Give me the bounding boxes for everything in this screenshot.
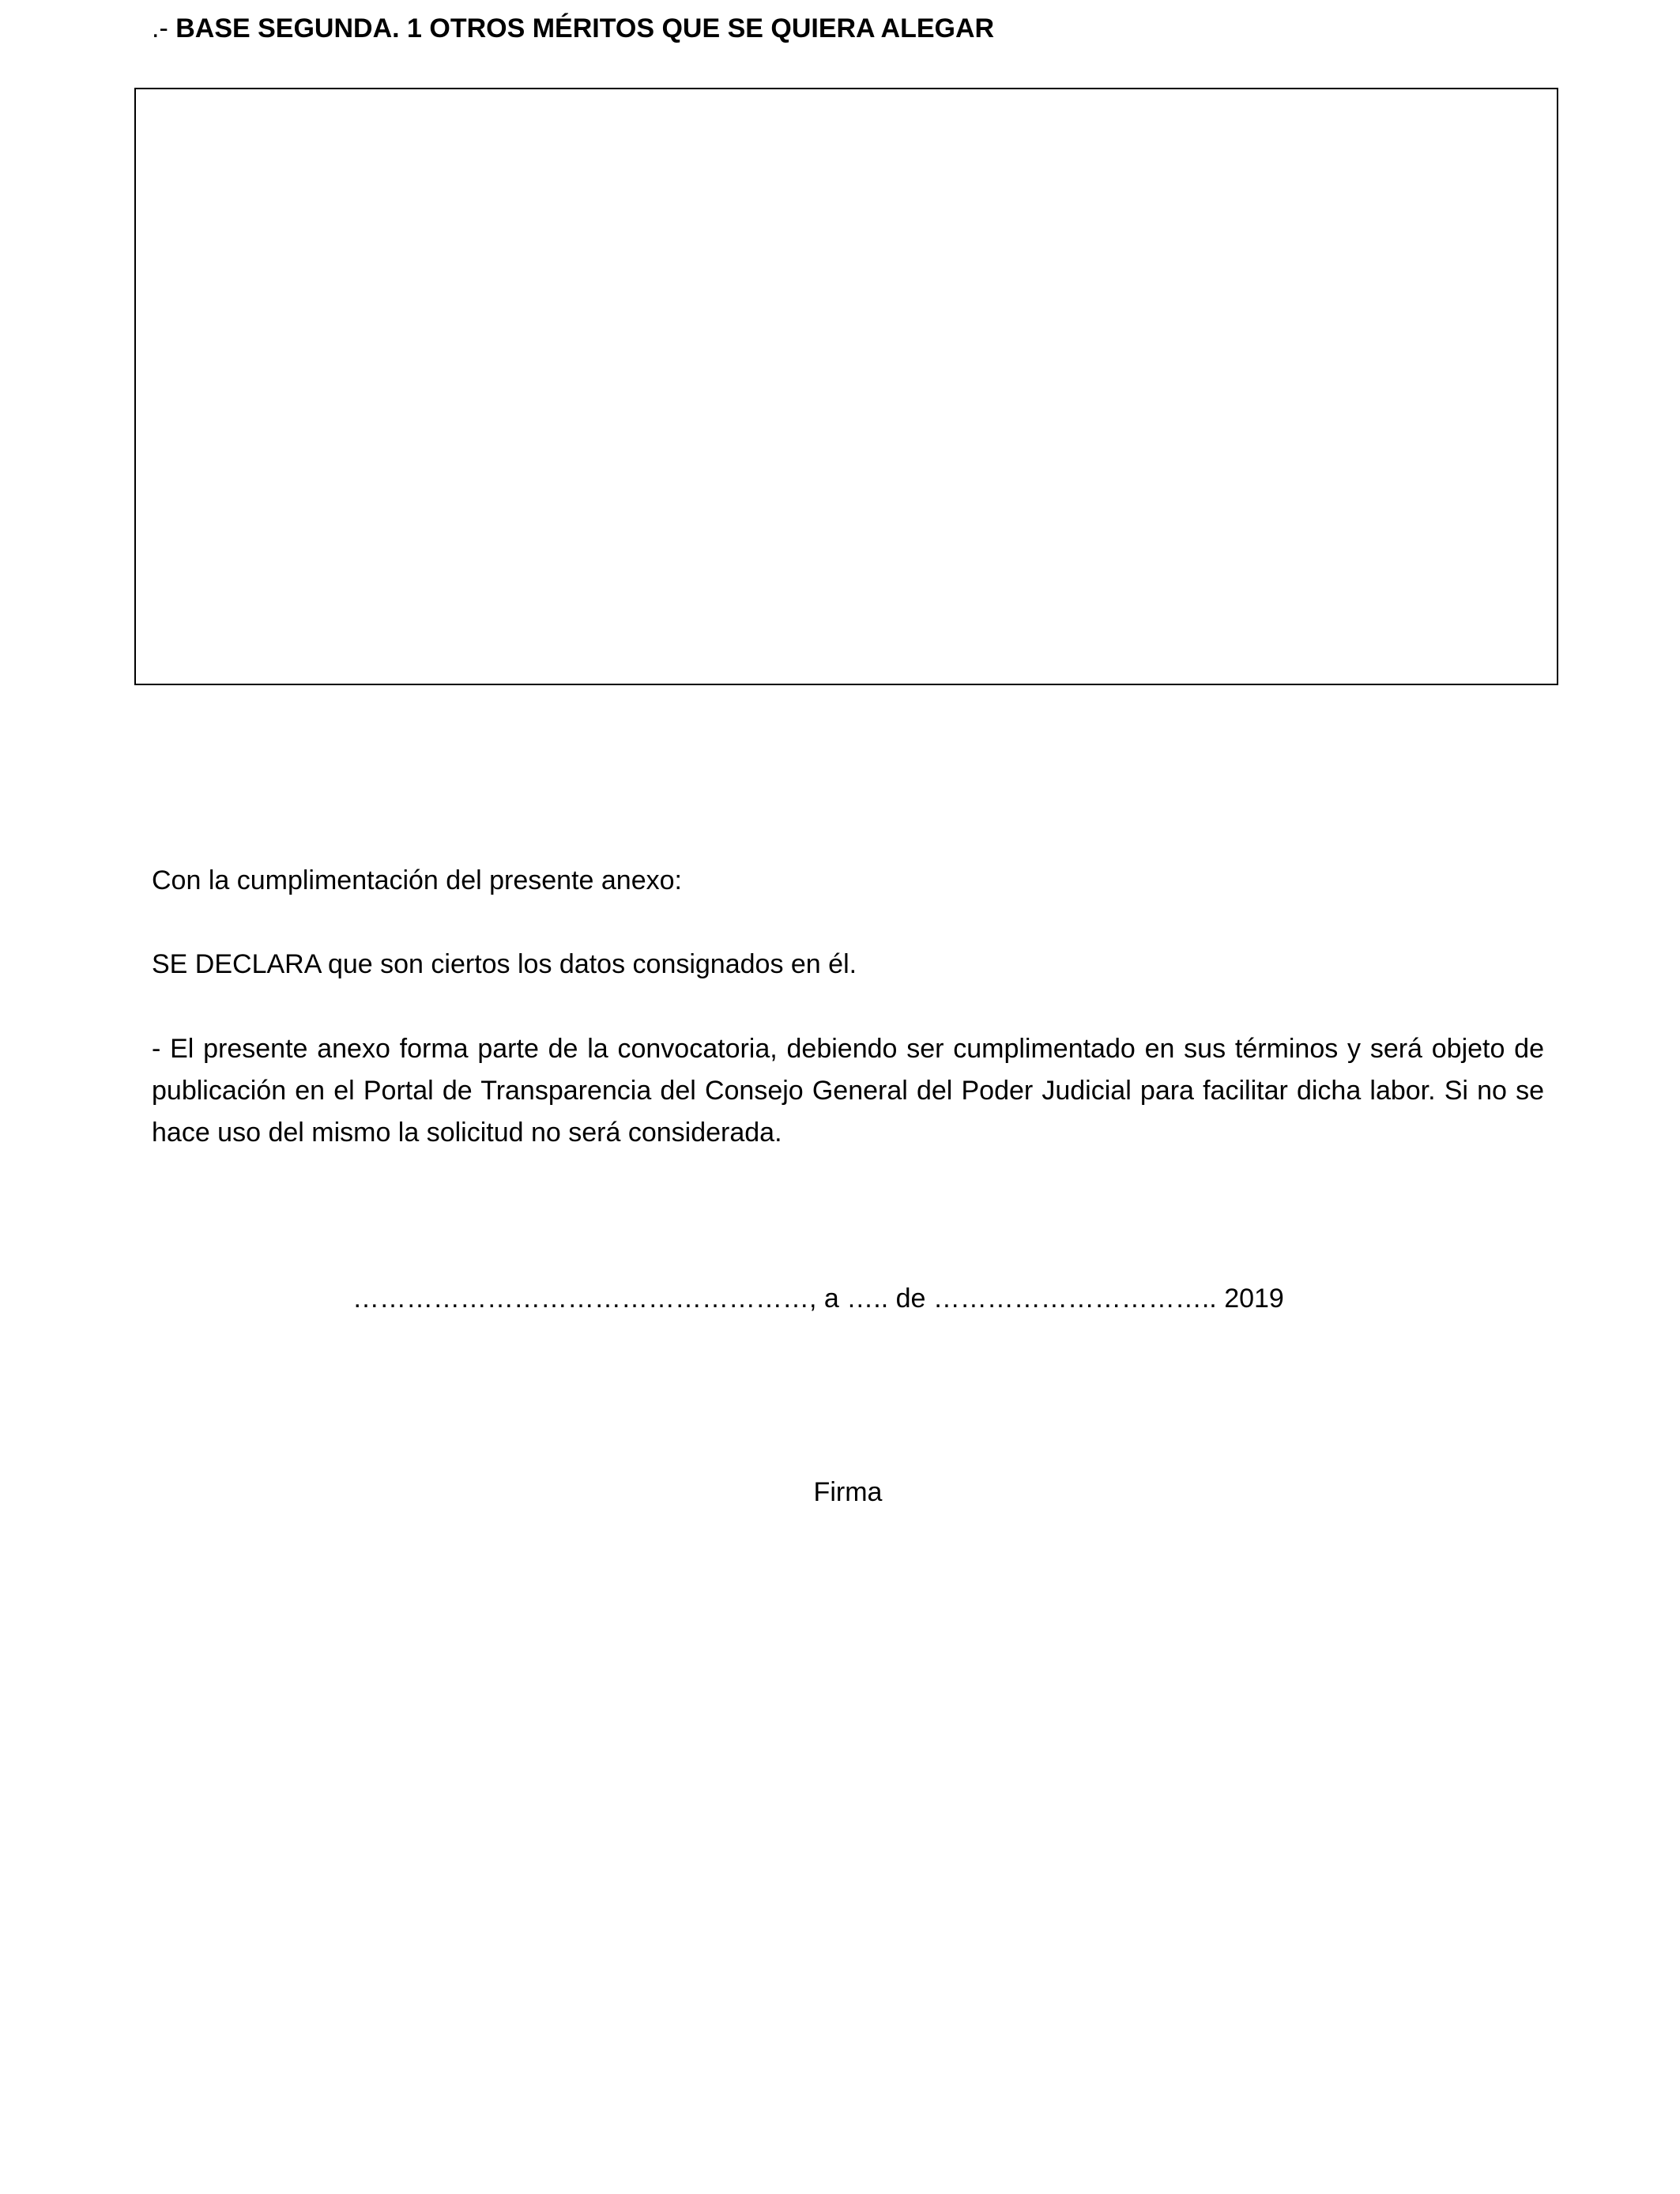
intro-paragraph: Con la cumplimentación del presente anexo: <box>152 865 682 895</box>
declaration-paragraph: SE DECLARA que son ciertos los datos consignados en él. <box>152 949 857 979</box>
other-merits-text-box[interactable] <box>134 88 1558 685</box>
signature-label: Firma <box>813 1477 883 1507</box>
heading-prefix: .- <box>152 13 176 43</box>
place-date-line: ……………………………………………, a ….. de ………………………….. 2019 <box>352 1284 1284 1314</box>
section-heading <box>152 11 994 46</box>
heading-title: BASE SEGUNDA. 1 OTROS MÉRITOS QUE SE QUIERA ALEGAR <box>175 13 995 43</box>
publication-notice-paragraph: - El presente anexo forma parte de la convocatoria, debiendo ser cumplimentado en sus términos y será objeto de publicación en el Portal de Transparencia del Consejo General del Poder Judicial para facilitar dicha labor. Si no se hace uso del mismo la solicitud no será considerada. <box>152 1034 1544 1148</box>
